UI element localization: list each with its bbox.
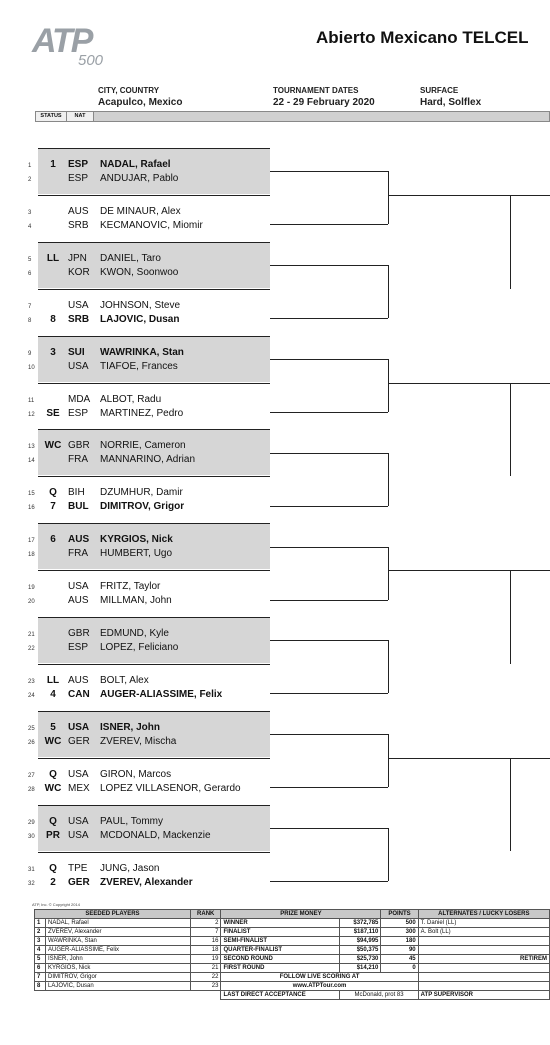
player-name: PAUL, Tommy: [100, 815, 163, 827]
copyright-note: ATP, Inc. © Copyright 2014: [32, 902, 80, 907]
bracket-line: [388, 195, 550, 196]
seed-number: 2: [35, 928, 46, 937]
seeded-header: SEEDED PLAYERS: [35, 910, 191, 919]
player-nationality: JPN: [68, 252, 87, 264]
player-row: [28, 674, 270, 688]
draw-position: 16: [28, 505, 35, 512]
dates-value: 22 - 29 February 2020: [273, 97, 375, 108]
player-status: Q: [49, 768, 57, 780]
bracket-line: [270, 693, 388, 694]
player-status: Q: [49, 862, 57, 874]
prize-money: $14,210: [340, 964, 381, 973]
match-divider: [38, 195, 270, 196]
bracket-line: [510, 195, 511, 289]
prize-round: FINALIST: [221, 928, 340, 937]
player-name: DIMITROV, Grigor: [100, 501, 185, 513]
empty-cell: [418, 937, 549, 946]
nat-column-header: NAT: [67, 112, 94, 121]
footer-table: [34, 909, 550, 1000]
player-nationality: FRA: [68, 454, 88, 466]
player-name: NORRIE, Cameron: [100, 440, 186, 452]
player-name: NADAL, Rafael: [100, 159, 171, 170]
bracket-line: [510, 758, 511, 852]
points-header: POINTS: [381, 910, 418, 919]
bracket-line: [388, 758, 550, 759]
player-row: [28, 627, 270, 641]
player-nationality: BUL: [68, 501, 89, 513]
player-row: [28, 815, 270, 829]
first-round-match: [28, 242, 270, 288]
draw-position: 30: [28, 833, 35, 840]
bracket-line: [270, 600, 388, 601]
draw-position: 21: [28, 632, 35, 638]
seed-name: WAWRINKA, Stan: [46, 937, 191, 946]
alternates-header: ALTERNATES / LUCKY LOSERS: [418, 910, 549, 919]
player-row: [28, 299, 270, 313]
player-status: WC: [44, 735, 62, 747]
player-name: KYRGIOS, Nick: [100, 534, 173, 546]
draw-position: 20: [28, 599, 35, 606]
draw-position: 23: [28, 678, 35, 685]
bracket-line: [270, 787, 388, 788]
draw-position: 25: [28, 725, 35, 732]
player-name: HUMBERT, Ugo: [100, 548, 173, 560]
player-name: ALBOT, Radu: [100, 393, 162, 405]
player-name: LOPEZ, Feliciano: [100, 642, 179, 653]
seed-rank: 2: [191, 919, 221, 928]
seed-number: 3: [35, 937, 46, 946]
player-nationality: USA: [68, 299, 89, 311]
first-round-match: [28, 805, 270, 851]
atp-500-label: 500: [78, 52, 104, 69]
prize-points: 180: [381, 937, 418, 946]
player-name: JUNG, Jason: [100, 862, 160, 874]
player-row: [28, 688, 270, 702]
prize-round: FIRST ROUND: [221, 964, 340, 973]
draw-position: 19: [28, 585, 35, 592]
draw-position: 22: [28, 646, 35, 652]
match-divider: [38, 523, 270, 524]
match-divider: [38, 476, 270, 477]
player-status: WC: [44, 782, 62, 794]
player-nationality: FRA: [68, 548, 88, 560]
player-nationality: GER: [68, 735, 90, 747]
player-nationality: KOR: [68, 266, 90, 278]
match-divider: [38, 664, 270, 665]
retirements-label: RETIREM: [418, 955, 549, 964]
draw-position: 26: [28, 739, 35, 746]
bracket-line: [270, 318, 388, 319]
player-name: ZVEREV, Mischa: [100, 735, 177, 747]
bracket-line: [270, 453, 388, 454]
dates-label: TOURNAMENT DATES: [273, 86, 359, 95]
match-divider: [38, 383, 270, 384]
surface-label: SURFACE: [420, 86, 459, 95]
player-name: MILLMAN, John: [100, 595, 172, 607]
player-row: [28, 500, 270, 514]
seed-rank: 7: [191, 928, 221, 937]
player-nationality: GER: [68, 876, 90, 888]
seed-name: DIMITROV, Grigor: [46, 973, 191, 982]
player-row: [28, 768, 270, 782]
player-row: [28, 721, 270, 735]
first-round-match: [28, 383, 270, 429]
player-row: [28, 205, 270, 219]
player-status: 8: [50, 313, 56, 325]
seed-number: 7: [35, 973, 46, 982]
player-row: [28, 782, 270, 796]
bracket-line: [388, 734, 389, 787]
tournament-title: Abierto Mexicano TELCEL: [316, 28, 529, 47]
bracket-line: [388, 265, 389, 318]
draw-position: 5: [28, 256, 32, 263]
column-header-bar: [35, 111, 550, 122]
player-name: BOLT, Alex: [100, 674, 149, 686]
bracket-line: [270, 224, 388, 225]
prize-points: 90: [381, 946, 418, 955]
draw-position: 10: [28, 364, 35, 371]
player-name: MARTINEZ, Pedro: [100, 407, 184, 419]
prize-points: 500: [381, 919, 418, 928]
match-divider: [38, 617, 270, 618]
player-name: KECMANOVIC, Miomir: [100, 219, 203, 231]
player-row: [28, 346, 270, 360]
player-name: MCDONALD, Mackenzie: [100, 829, 211, 841]
first-round-match: [28, 758, 270, 804]
match-divider: [38, 758, 270, 759]
seed-name: LAJOVIC, Dusan: [46, 982, 191, 991]
first-round-match: [28, 195, 270, 241]
player-nationality: ESP: [68, 642, 89, 653]
draw-position: 8: [28, 317, 32, 324]
draw-position: 29: [28, 819, 35, 826]
match-divider: [38, 242, 270, 243]
player-nationality: USA: [68, 829, 89, 841]
player-nationality: SRB: [68, 219, 89, 231]
first-round-match: [28, 852, 270, 898]
bracket-line: [388, 570, 550, 571]
player-status: 4: [50, 688, 56, 700]
draw-position: 7: [28, 303, 32, 310]
draw-position: 12: [28, 411, 35, 418]
player-name: MANNARINO, Adrian: [100, 454, 196, 466]
city-label: CITY, COUNTRY: [98, 86, 160, 95]
draw-position: 9: [28, 350, 32, 357]
seed-number: 6: [35, 964, 46, 973]
empty-cell: [418, 964, 549, 973]
player-row: [28, 547, 270, 561]
city-value: Acapulco, Mexico: [98, 97, 183, 108]
player-row: [28, 266, 270, 280]
draw-position: 11: [28, 397, 35, 404]
rank-header: RANK: [191, 910, 221, 919]
player-name: DE MINAUR, Alex: [100, 205, 181, 217]
match-divider: [38, 852, 270, 853]
player-row: [28, 829, 270, 843]
player-nationality: TPE: [68, 862, 88, 874]
player-name: ANDUJAR, Pablo: [100, 173, 179, 184]
player-name: FRITZ, Taylor: [100, 581, 161, 593]
bracket-line: [388, 383, 550, 384]
player-row: [28, 158, 270, 172]
player-status: WC: [44, 440, 62, 452]
first-round-match: [28, 336, 270, 382]
bracket-line: [270, 881, 388, 882]
player-status: 2: [50, 876, 56, 888]
prize-round: SECOND ROUND: [221, 955, 340, 964]
first-round-match: [28, 148, 270, 194]
bracket-line: [270, 171, 388, 172]
player-row: [28, 439, 270, 453]
surface-value: Hard, Solflex: [420, 97, 482, 108]
player-nationality: USA: [68, 581, 89, 593]
seed-number: 5: [35, 955, 46, 964]
player-status: 6: [50, 534, 56, 546]
seed-rank: 21: [191, 964, 221, 973]
last-direct-label: LAST DIRECT ACCEPTANCE: [221, 991, 340, 1000]
player-nationality: SUI: [68, 346, 85, 358]
alternate-player: A. Bolt (LL): [418, 928, 549, 937]
bracket-line: [270, 640, 388, 641]
bracket-line: [270, 506, 388, 507]
draw-position: 14: [28, 458, 35, 465]
player-nationality: GBR: [68, 440, 90, 452]
seed-number: 8: [35, 982, 46, 991]
player-status: Q: [49, 815, 57, 827]
player-nationality: BIH: [68, 487, 85, 499]
seed-rank: 19: [191, 955, 221, 964]
prize-money: $94,995: [340, 937, 381, 946]
player-name: GIRON, Marcos: [100, 768, 172, 780]
player-row: [28, 360, 270, 374]
last-direct-value: McDonald, prot 83: [340, 991, 418, 1000]
player-row: [28, 862, 270, 876]
first-round-match: [28, 429, 270, 475]
player-row: [28, 219, 270, 233]
player-nationality: GBR: [68, 628, 90, 639]
seed-rank: 16: [191, 937, 221, 946]
player-nationality: SRB: [68, 313, 90, 325]
draw-position: 1: [28, 163, 32, 169]
player-name: AUGER-ALIASSIME, Felix: [100, 688, 223, 700]
prize-points: 300: [381, 928, 418, 937]
player-nationality: ESP: [68, 407, 89, 419]
player-name: JOHNSON, Steve: [100, 299, 181, 311]
player-nationality: AUS: [68, 674, 89, 686]
status-column-header: STATUS: [36, 112, 67, 121]
bracket-line: [270, 547, 388, 548]
player-status: 1: [50, 159, 56, 170]
seed-number: 4: [35, 946, 46, 955]
match-divider: [38, 711, 270, 712]
player-row: [28, 453, 270, 467]
match-divider: [38, 289, 270, 290]
player-row: [28, 641, 270, 655]
prize-round: SEMI-FINALIST: [221, 937, 340, 946]
draw-position: 13: [28, 444, 35, 451]
draw-position: 28: [28, 786, 35, 793]
player-row: [28, 594, 270, 608]
bracket-line: [270, 359, 388, 360]
player-status: 7: [50, 501, 56, 513]
player-name: LOPEZ VILLASENOR, Gerardo: [100, 782, 241, 794]
player-row: [28, 393, 270, 407]
bracket-line: [388, 359, 389, 412]
draw-position: 3: [28, 209, 32, 216]
player-row: [28, 533, 270, 547]
player-status: LL: [46, 252, 60, 264]
bracket-line: [510, 570, 511, 664]
bracket-line: [388, 640, 389, 693]
seed-rank: 22: [191, 973, 221, 982]
empty-cell: [418, 946, 549, 955]
player-nationality: AUS: [68, 595, 89, 607]
player-nationality: ESP: [68, 159, 89, 170]
first-round-match: [28, 476, 270, 522]
seed-name: ISNER, John: [46, 955, 191, 964]
draw-position: 2: [28, 177, 32, 183]
seed-name: ZVEREV, Alexander: [46, 928, 191, 937]
player-nationality: USA: [68, 721, 90, 733]
draw-position: 6: [28, 270, 32, 277]
player-name: DZUMHUR, Damir: [100, 487, 183, 499]
draw-position: 24: [28, 692, 35, 699]
player-row: [28, 313, 270, 327]
player-nationality: MDA: [68, 393, 91, 405]
player-nationality: AUS: [68, 534, 90, 546]
seed-name: NADAL, Rafael: [46, 919, 191, 928]
player-name: EDMUND, Kyle: [100, 628, 169, 639]
bracket-line: [270, 412, 388, 413]
player-row: [28, 407, 270, 421]
match-divider: [38, 148, 270, 149]
seed-name: AUGER-ALIASSIME, Felix: [46, 946, 191, 955]
draw-position: 27: [28, 772, 35, 779]
seed-rank: 23: [191, 982, 221, 991]
seed-number: 1: [35, 919, 46, 928]
atp-logo: ATP: [32, 22, 92, 60]
draw-position: 17: [28, 538, 35, 545]
prize-round: WINNER: [221, 919, 340, 928]
first-round-match: [28, 289, 270, 335]
player-row: [28, 172, 270, 186]
alternate-player: T. Daniel (LL): [418, 919, 549, 928]
player-row: [28, 580, 270, 594]
player-name: KWON, Soonwoo: [100, 266, 179, 278]
draw-position: 32: [28, 880, 35, 887]
player-name: LAJOVIC, Dusan: [100, 313, 180, 325]
player-status: Q: [49, 487, 57, 499]
player-status: LL: [46, 674, 60, 686]
bracket-line: [270, 734, 388, 735]
supervisor-label: ATP SUPERVISOR: [418, 991, 549, 1000]
player-nationality: AUS: [68, 205, 89, 217]
player-status: SE: [46, 407, 60, 419]
player-name: ZVEREV, Alexander: [100, 876, 193, 888]
player-name: DANIEL, Taro: [100, 252, 161, 264]
first-round-match: [28, 711, 270, 757]
player-row: [28, 252, 270, 266]
bracket-line: [388, 828, 389, 881]
player-row: [28, 735, 270, 749]
draw-position: 18: [28, 552, 35, 559]
first-round-match: [28, 617, 270, 663]
player-name: TIAFOE, Frances: [100, 360, 178, 372]
match-divider: [38, 805, 270, 806]
bracket-line: [270, 265, 388, 266]
prize-money: $372,785: [340, 919, 381, 928]
prize-money: $187,110: [340, 928, 381, 937]
match-divider: [38, 570, 270, 571]
player-name: ISNER, John: [100, 721, 161, 733]
seed-name: KYRGIOS, Nick: [46, 964, 191, 973]
player-nationality: MEX: [68, 782, 90, 794]
player-row: [28, 486, 270, 500]
follow-live-scoring: FOLLOW LIVE SCORING AT: [221, 973, 418, 982]
prize-points: 0: [381, 964, 418, 973]
player-nationality: CAN: [68, 688, 90, 700]
player-nationality: USA: [68, 815, 89, 827]
match-divider: [38, 429, 270, 430]
prize-points: 45: [381, 955, 418, 964]
bracket-line: [388, 453, 389, 506]
prize-header: PRIZE MONEY: [221, 910, 381, 919]
bracket-line: [388, 547, 389, 600]
first-round-match: [28, 570, 270, 616]
player-name: WAWRINKA, Stan: [100, 346, 184, 358]
first-round-match: [28, 664, 270, 710]
player-status: PR: [46, 829, 60, 841]
player-status: 5: [50, 721, 56, 733]
draw-position: 15: [28, 491, 35, 498]
player-nationality: USA: [68, 768, 89, 780]
prize-round: QUARTER-FINALIST: [221, 946, 340, 955]
draw-position: 31: [28, 866, 35, 873]
seed-rank: 18: [191, 946, 221, 955]
bracket-line: [270, 828, 388, 829]
first-round-match: [28, 523, 270, 569]
empty-cell: [418, 982, 549, 991]
empty-cell: [418, 973, 549, 982]
match-divider: [38, 336, 270, 337]
prize-money: $25,730: [340, 955, 381, 964]
player-nationality: USA: [68, 360, 89, 372]
draw-position: 4: [28, 223, 32, 230]
player-nationality: ESP: [68, 173, 89, 184]
prize-money: $50,375: [340, 946, 381, 955]
bracket-line: [388, 171, 389, 224]
player-row: [28, 876, 270, 890]
follow-live-scoring: www.ATPTour.com: [221, 982, 418, 991]
bracket-line: [510, 383, 511, 477]
player-status: 3: [50, 346, 56, 358]
